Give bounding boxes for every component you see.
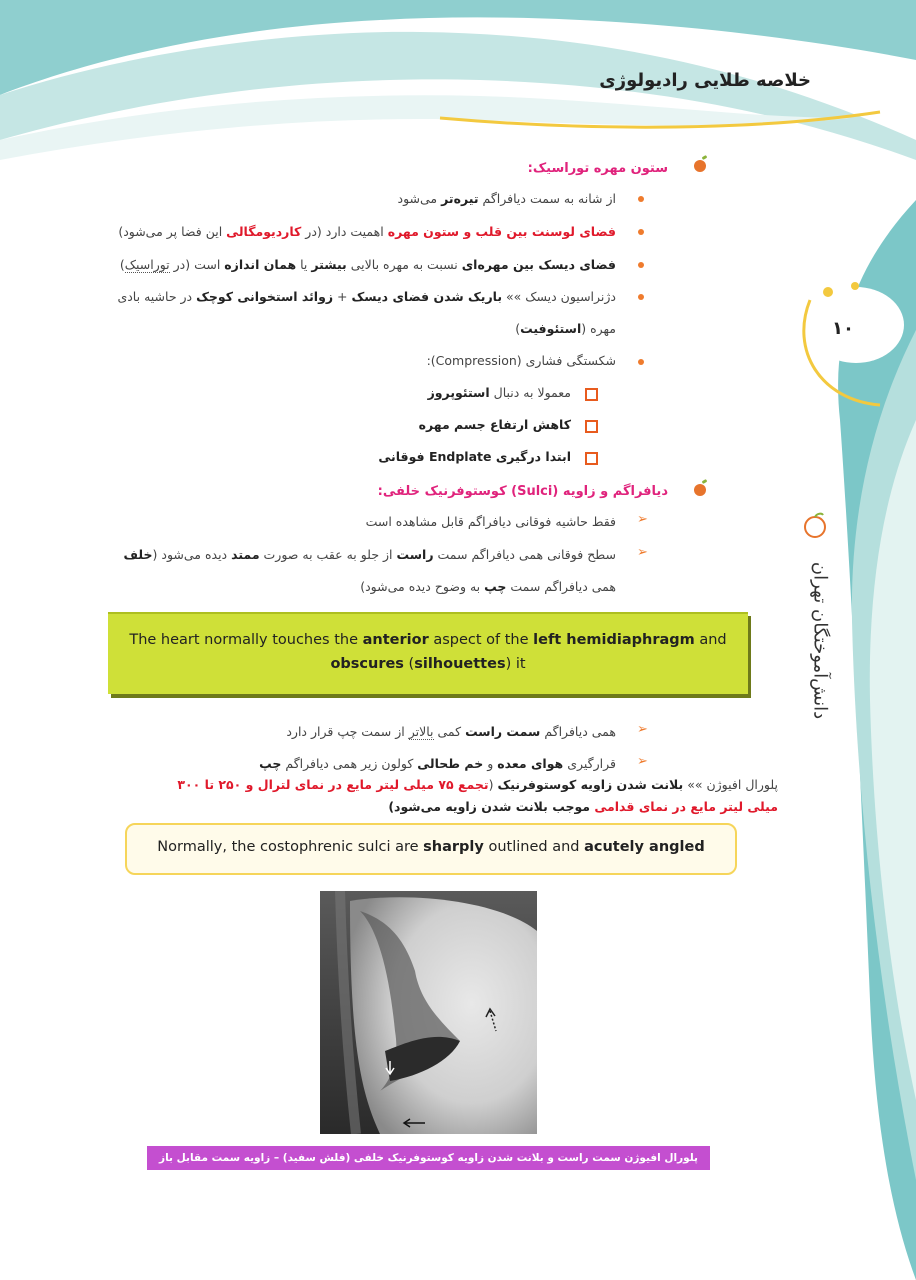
sub-item-1: معمولا به دنبال استئوپروز bbox=[427, 385, 571, 400]
english-note-box bbox=[108, 612, 748, 694]
arrow-bullet-icon: ➢ bbox=[637, 722, 648, 737]
section2-item-1: فقط حاشیه فوقانی دیافراگم قابل مشاهده است bbox=[365, 514, 616, 529]
section-bullet-icon bbox=[694, 484, 706, 496]
section2-item-2-cont: همی دیافراگم سمت چپ به وضوح دیده می‌شود) bbox=[360, 579, 616, 594]
section-bullet-icon bbox=[694, 160, 706, 172]
section1-item-4: دژنراسیون دیسک »» باریک شدن فضای دیسک + زوائد استخوانی کوچک در حاشیه بادی bbox=[117, 289, 616, 304]
section2-item-2: سطح فوقانی همی دیافراگم سمت راست از جلو به عقب به صورت ممتد دیده می‌شود (خلف bbox=[123, 547, 616, 562]
page-title: خلاصه طلایی رادیولوژی bbox=[599, 70, 811, 91]
checkbox-square-icon bbox=[585, 452, 598, 465]
bullet-dot-icon bbox=[638, 196, 644, 202]
english-note-text-2: Normally, the costophrenic sulci are sharply outlined and acutely angled bbox=[157, 839, 705, 855]
section1-item-2: فضای لوسنت بین قلب و ستون مهره اهمیت دارد (در کاردیومگالی این فضا پر می‌شود) bbox=[118, 224, 616, 239]
effusion-line-2: میلی لیتر مایع در نمای قدامی موجب بلانت شدن زاویه می‌شود) bbox=[388, 799, 778, 814]
checkbox-square-icon bbox=[585, 420, 598, 433]
page-number: ۱۰ bbox=[832, 318, 854, 339]
bullet-dot-icon bbox=[638, 229, 644, 235]
english-note-box-2 bbox=[125, 823, 737, 875]
section2-item-4: قرارگیری هوای معده و خم طحالی کولون زیر همی دیافراگم چپ bbox=[259, 756, 616, 771]
section1-item-5: شکستگی فشاری (Compression): bbox=[426, 353, 616, 368]
bullet-dot-icon bbox=[638, 294, 644, 300]
checkbox-square-icon bbox=[585, 388, 598, 401]
section1-item-1: از شانه به سمت دیافراگم تیره‌تر می‌شود bbox=[397, 191, 616, 206]
bullet-dot-icon bbox=[638, 262, 644, 268]
section1-item-3: فضای دیسک بین مهره‌ای نسبت به مهره بالایی بیشتر یا همان اندازه است (در توراسیک) bbox=[119, 257, 616, 272]
section2-item-3: همی دیافراگم سمت راست کمی بالاتر از سمت چپ قرار دارد bbox=[286, 724, 616, 739]
effusion-line-1: پلورال افیوژن »» بلانت شدن زاویه کوستوفرنیک (تجمع ۷۵ میلی لیتر مایع در نمای لترال و ۲۵۰ تا ۳۰۰ bbox=[177, 777, 778, 792]
xray-image bbox=[320, 891, 537, 1134]
section2-heading: دیافراگم و زاویه (Sulci) کوستوفرنیک خلفی: bbox=[377, 484, 668, 499]
brand-logo bbox=[800, 540, 840, 760]
brand-apple-icon bbox=[802, 512, 828, 538]
section1-item-4-cont: مهره (استئوفیت) bbox=[515, 321, 616, 336]
brand-text: دانش‌آموختگان تهران bbox=[809, 561, 831, 720]
sub-item-3: ابتدا درگیری Endplate فوقانی bbox=[378, 449, 571, 464]
arrow-bullet-icon: ➢ bbox=[637, 754, 648, 769]
arrow-bullet-icon: ➢ bbox=[637, 545, 648, 560]
english-note-text: The heart normally touches the anterior aspect of the left hemidiaphragm and obscures (silhouettes) it bbox=[129, 632, 727, 672]
section1-heading: ستون مهره توراسیک: bbox=[527, 161, 668, 176]
figure-caption: پلورال افیوژن سمت راست و بلانت شدن زاویه کوستوفرنیک خلفی (فلش سفید) – زاویه سمت مقابل باز است (فلش سیاه) bbox=[147, 1146, 710, 1170]
arrow-bullet-icon: ➢ bbox=[637, 512, 648, 527]
bullet-dot-icon bbox=[638, 359, 644, 365]
sub-item-2: کاهش ارتفاع جسم مهره bbox=[418, 417, 571, 432]
